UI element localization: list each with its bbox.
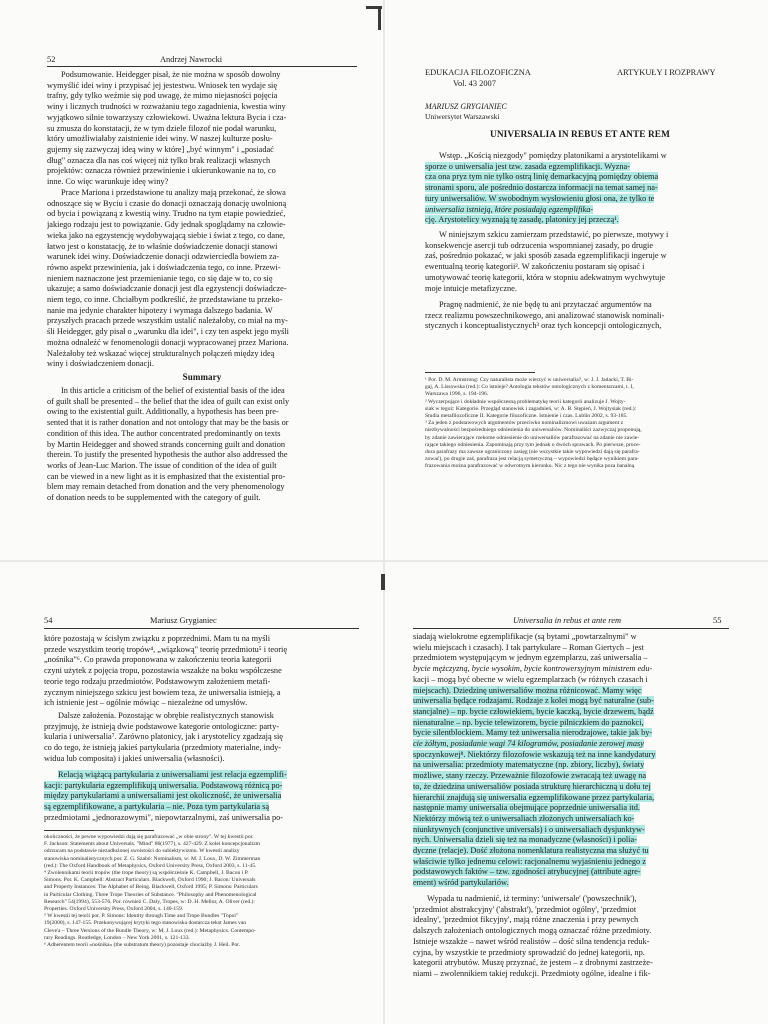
section-name: ARTYKUŁY I ROZPRAWY <box>617 68 716 77</box>
running-header: Universalia in rebus et ante rem <box>513 616 622 625</box>
scan-fold-mark <box>381 574 385 590</box>
paragraph-relacja: Relacją wiążącą partykularia z uniwersaliami jest relacja egzemplifi- kacji: partykularia egzemplifikują uniwersalia. Podstawową różnicą po- między partykulariami a uniwersaliami jest okoliczność, że uniwersalia są egzemplifikowane, a partykularia – nie. Poza tym partykularia są przedmiotami „jednorazowymi", niepowtarzalnymi, zaś uniwersalia po- <box>44 770 287 822</box>
page-number: 55 <box>713 616 722 625</box>
page-54 <box>0 562 383 1024</box>
summary-heading: Summary <box>182 372 222 382</box>
page-number: 52 <box>47 55 56 64</box>
page-55 <box>385 562 768 1024</box>
footnote-rule <box>425 372 535 373</box>
paragraph-wstep: Wstęp. „Kością niezgody" pomiędzy platonikami a arystotelikami w sporze o uniwersalia jest tzw. zasada egzemplifikacji. Wyzna- cza ona pryz tym nie tylko ostrą linię demarkacyjną pomiędzy obiema stronami sporu, ale pośrednio dostarcza informacji na temat samej na- tury uniwersaliów. W swobodnym wysłowieniu głosi ona, że tylko te uniwersalia istnieją, które posiadają egzemplifika- cję. Arystotelicy wyznają tę zasadę, platonicy jej przeczą¹. <box>425 151 667 225</box>
footnote-rule <box>44 830 154 831</box>
journal-volume: Vol. 43 2007 <box>453 79 496 88</box>
paragraph-pragne: Pragnę nadmienić, że nie będę tu ani przytaczać argumentów na rzecz realizmu powszechnikowego, ani analizować stanowisk nominali- stycznych i konceptualistycznych³ oraz tych koncepcji ontologicznych, <box>425 300 665 331</box>
running-header: Mariusz Grygianiec <box>150 616 217 625</box>
paragraph-terminy: Wypada tu nadmienić, iż terminy: 'uniwersale' ('powszechnik'), 'przedmiot abstrakcyjny' ('abstrakt'), 'przedmiot ogólny', 'przedmiot idealny', 'przedmiot fikcyjny', mają różne znaczenia i przy pewnych dalszych założeniach ontologicznych mogą oznaczać różne przedmioty. Istnieje wszakże – nawet wśród realistów – dość silna tendencja reduk- cyjna, by wszystkie te przedmioty sprowadzić do jednej kategorii, np. kategorii atrybutów. Muszę przyznać, że jestem – z drobnymi zastrzeże- niami – zwolennikiem takiej redukcji. Przedmioty ogólne, idealne i fik- <box>413 894 653 978</box>
footnotes: okoliczności, że pewne wypowiedzi dają się parafrazować „w obie strony". W tej kwestii por. F. Jackson: Statements about Universals. "Mind" 86(1977), s. 427-429. Z kolei koncepcjonalizm odrzucam na podstawie niezadłużonej swoistości do subiektywizmu. W kwestii analizy stanowiska nominalistycznych por. Z. G. Szabó: Nominalism, w: M. J. Loux, D. W. Zimmerman (red.): The Oxford Handbook of Metaphysics, Oxford University Press, Oxford 2003, s. 11-45. ⁴ Zwolennikami teorii tropów (the trope theory) są współcześnie K. Campbell, J. Bacon i P. Simons. Por. K. Campbell: Abstract Particulars. Blackwell, Oxford 1990; J. Bacon: Universals and Property Instances: The Alphabet of Being. Blackwell, Oxford 1995; P. Simons: Particulars in Particular Clothing. Three Trope Theories of Substance. "Philosophy and Phenomenological Research" 54(1994), 553-576. Por. również C. Daly, Tropes, w: D. H. Mellor, A. Oliver (red.): Properties. Oxford University Press, Oxford 2004, s. 140-159. ⁵ W kwestii tej teorii por. P. Simons: Identity through Time and Trope Bundles "Topoi" 19(2000), s. 147-155. Przekonywującej krytyki tego stanowiska dostarcza tekst James van Cleve'a – Three Versions of the Bundle Theory, w: M. J. Loux (red.): Metaphysics. Contempo- rary Readings. Routledge, London – New York 2001, s. 121-133. ⁶ Adherentem teorii «nośnika» (the substratum theory) pozostaje chociażby J. Heil. Por. <box>44 834 261 949</box>
page-52 <box>0 0 383 560</box>
paragraph-podsumowanie: Podsumowanie. Heidegger pisał, że nie można w sposób dowolny wymyślić idei winy i przypisać jej jestestwu. Wniosek ten wydaje się trafny, gdy tylko weźmie się pod uwagę, że mimo niejasności pojęcia winy i licznych trudności w rozważaniu tego zagadnienia, kwestia winy wyjątkowo silnie towarzyszy człowiekowi. Uważna lektura Bycia i cza- su zmusza do konstatacji, że w tym dziele filozof nie podał warunku, który umożliwiałaby zaistnienie idei winy. W naszej kulturze posłu- gujemy się zazwyczaj ideą winy w które] „być winnym" i „posiadać dług" oznacza dla nas coś więcej niż tylko brak realizacji własnych projektów: oznacza również przewinienie i ukierunkowanie na to, co inne. Co więc warunkuje ideę winy? <box>47 70 287 187</box>
paragraph-dalsze-zalozenia: Dalsze założenia. Pozostając w obrębie realistycznych stanowisk przyjmuję, że istnieją dwie podstawowe kategorie ontologiczne: party- kularia i uniwersalia⁷. Zarówno platonicy, jak i arystotelicy zgadzają się co do tego, że istnieją jakieś partykularia (przedmioty materialne, indy- widua lub composita) i jakieś uniwersalia (własności). <box>44 711 283 763</box>
header-rule <box>47 66 357 67</box>
running-header: Andrzej Nawrocki <box>160 55 223 64</box>
article-author: MARIUSZ GRYGIANIEC <box>425 102 507 111</box>
author-affiliation: Uniwersytet Warszawski <box>425 112 500 121</box>
summary-text: In this article a criticism of the belief of existential basis of the idea of guilt shall be presented – the belief that the idea of guilt can exist only owing to the existential guilt. Additionally, a hypothesis has been pre- sented that it is rather donation and not ontology that may be the basis or condition of this idea. The author concentrated predominantly on texts by Martin Heidegger and showed strands concerning guilt and donation therein. To justify the presented hypothesis the author also addressed the works of Jean-Luc Marion. The issue of condition of the idea of guilt can be viewed in a new light as it is emphasized that the existential pro- blem may remain detached from donation and the very phenomenology of donation needs to be supplemented with the category of guilt. <box>47 386 290 503</box>
footnotes: ¹ Por. D. M. Armstrong: Czy naturalista może wierzyć w uniwersalia?, w: J. J. Jadacki, T. Bi- gaj, A. Lissowska (red.): Co istnieje? Antologia tekstów ontologicznych z komentarzami, t. I, Warszawa 1996, s. 194-196. ² Wyczerpujące i dokładnie współczesną problematykę teorii kategorii analizuje J. Wojty- siak w tegoż: Kategorie. Przegląd stanowisk i zagadnień, w: A. B. Stępień, J. Wojtysiak (red.): Studia metafilozoficzne II. Kategorie filozoficzne. Istnienie i czas. Lublin 2002, s. 93-185. ³ Za jeden z podstawowych argumentów przeciwko nominalizmowi uważam argument z niezbywalności bezpośredniego odniesienia do uniwersaliów. Nominaliści zazwyczaj proponują, by zdanie zawierające rzekome odniesienie do uniwersaliów parafrazować na zdanie nie zawie- rające takiego odniesienia. Zapominają przy tym jednak o dwóch sprawach. Po pierwsze, proce- dura parafrazy ma zawsze ograniczony zasięg (nie wszystkie takie wypowiedzi dają się parafra- zować), po drugie zaś, parafraza jest relacją symetryczną – wypowiedzi będące wynikiem para- frazowania można parafrazować w odwrotnym kierunku. Nic z tego nie wynika poza banalną <box>425 377 642 470</box>
article-title: UNIVERSALIA IN REBUS ET ANTE REM <box>490 130 670 140</box>
page-article-start <box>385 0 768 560</box>
header-rule <box>413 628 729 629</box>
page-number: 54 <box>44 616 53 625</box>
paragraph-szkic: W niniejszym szkicu zamierzam przedstawić, po pierwsze, motywy i konsekwencje asercji tub odrzucenia wspomnianej zasady, po drugie zaś, pośrednio pokazać, w jaki sposób zasada egzemplifikacji ingeruje w ewentualną teorię kategorii². W zakończeniu postaram się opisać i umotywować teorię kategorii, która w stopniu adekwatnym wychwytuje moje intuicje metafizyczne. <box>425 230 669 293</box>
scan-fold-mark <box>378 6 381 30</box>
paragraph-marion: Prace Mariona i przedstawione tu analizy mają przekonać, że słowa odnoszące się w Byciu i czasie do donacji oznaczają donację uwolnioną od bycia i powiązaną z kwestią winy. Trudno na tym etapie powiedzieć, jakiego rodzaju jest to powiązanie. Gdy jednak spoglądamy na człowie- wieka jako na egzystencję wydobywającą siebie i świat z tego, co dane, łatwo jest o konstatację, że to właśnie doświadczenie donacji stanowi warunek idei winy. Doświadczenie donacji odzwierciedla bowiem za- równo aspekt przewinienia, jak i doświadczenia tego, co inne. Przewi- nieniem naznaczone jest przemienianie tego, co się daje w to, co się ukazuje; a samo doświadczanie donacji jest dla egzystencji doświadcze- niem tego, co inne. Chciałbym podkreślić, że przedstawiane tu przeko- nanie ma jedynie charakter hipotezy i wymaga dalszego badania. W przyszłych pracach przede wszystkim ustalić należałoby, co miał na my- śli Heidegger, gdy pisał o „warunku dla idei", i czy ten aspekt jego myśli można odnaleźć w fenomenologii donacji wypracowanej przez Mariona. Należałoby też wskazać więcej strukturalnych połączeń między ideą winy i doświadczeniem donacji. <box>47 188 289 369</box>
paragraph-intro: które pozostają w ścisłym związku z poprzednimi. Mam tu na myśli przede wszystkim teorię tropów⁴, „wiązkową" teorię przedmiotu⁵ i teorię „nośnika"⁶. Co prawda proponowana w zakończeniu teoria kategorii czyni użytek z pojęcia tropu, pozostawia wszakże na boku współczesne teorie tego rodzaju przedmiotów. Podstawowym założeniem metafi- zycznym niniejszego szkicu jest bowiem teza, że uniwersalia istnieją, a ich istnienie jest – ogólnie mówiąc – niezależne od umysłów. <box>44 634 288 708</box>
header-rule <box>44 628 359 629</box>
journal-name: EDUKACJA FILOZOFICZNA <box>425 68 531 77</box>
paragraph-egzemplifikacje: siadają wielokrotne egzemplifikacje (są bytami „powtarzalnymi" w wielu miejscach i czasach). I tak partykulare – Roman Giertych – jest przedmiotem występującym w jednym egzemplarzu, zaś uniwersalia – bycie mężczyzną, bycie wysokim, bycie kontrowersyjnym ministrem edu- kacji – mogą być obecne w wielu egzemplarzach (w różnych czasach i miejscach). Dziedzinę uniwersaliów można różnicować. Mamy więc uniwersalia będące rodzajami. Rodzaje z kolei mogą być naturalne (sub- stancjalne) – np. bycie człowiekiem, bycie kaczką, bycie drzewem, bądź nienaturalne – np. bycie telewizorem, bycie pilniczkiem do paznokci, bycie silentblockiem. Mamy też uniwersalia nierodzajowe, takie jak by- cie żółtym, posiadanie wagi 74 kilogramów, posiadanie zerowej masy spoczynkowej⁸. Niektórzy filozofowie wskazują też na inne kandydatury na uniwersalia: przedmioty matematyczne (np. zbiory, liczby), światy możliwe, stany rzeczy. Przeważnie filozofowie zwracają też uwagę na to, że dziedzina uniwersaliów posiada strukturę hierarchiczną u dołu tej hierarchii znajdują się uniwersalia egzemplifikowane przez partykularia, następnie mamy uniwersalia obejmujące poprzednie uniwersalia itd. Niektórzy mówią też o uniwersaliach złożonych uniwersaliach ko- niunktywnych (conjunctive universals) i o uniwersaliach dysjunktyw- nych. Uniwersalia dzieli się też na monadyczne (własności) i polia- dyczne (relacje). Dość złożona nomenklatura realistyczna ma służyć tu właściwie tylko jednemu celowi: racjonalnemu wyjaśnieniu jednego z podstawowych faktów – tzw. zgodności atrybucyjnej (attribute agre- ement) wśród partykulariów. <box>413 632 656 888</box>
